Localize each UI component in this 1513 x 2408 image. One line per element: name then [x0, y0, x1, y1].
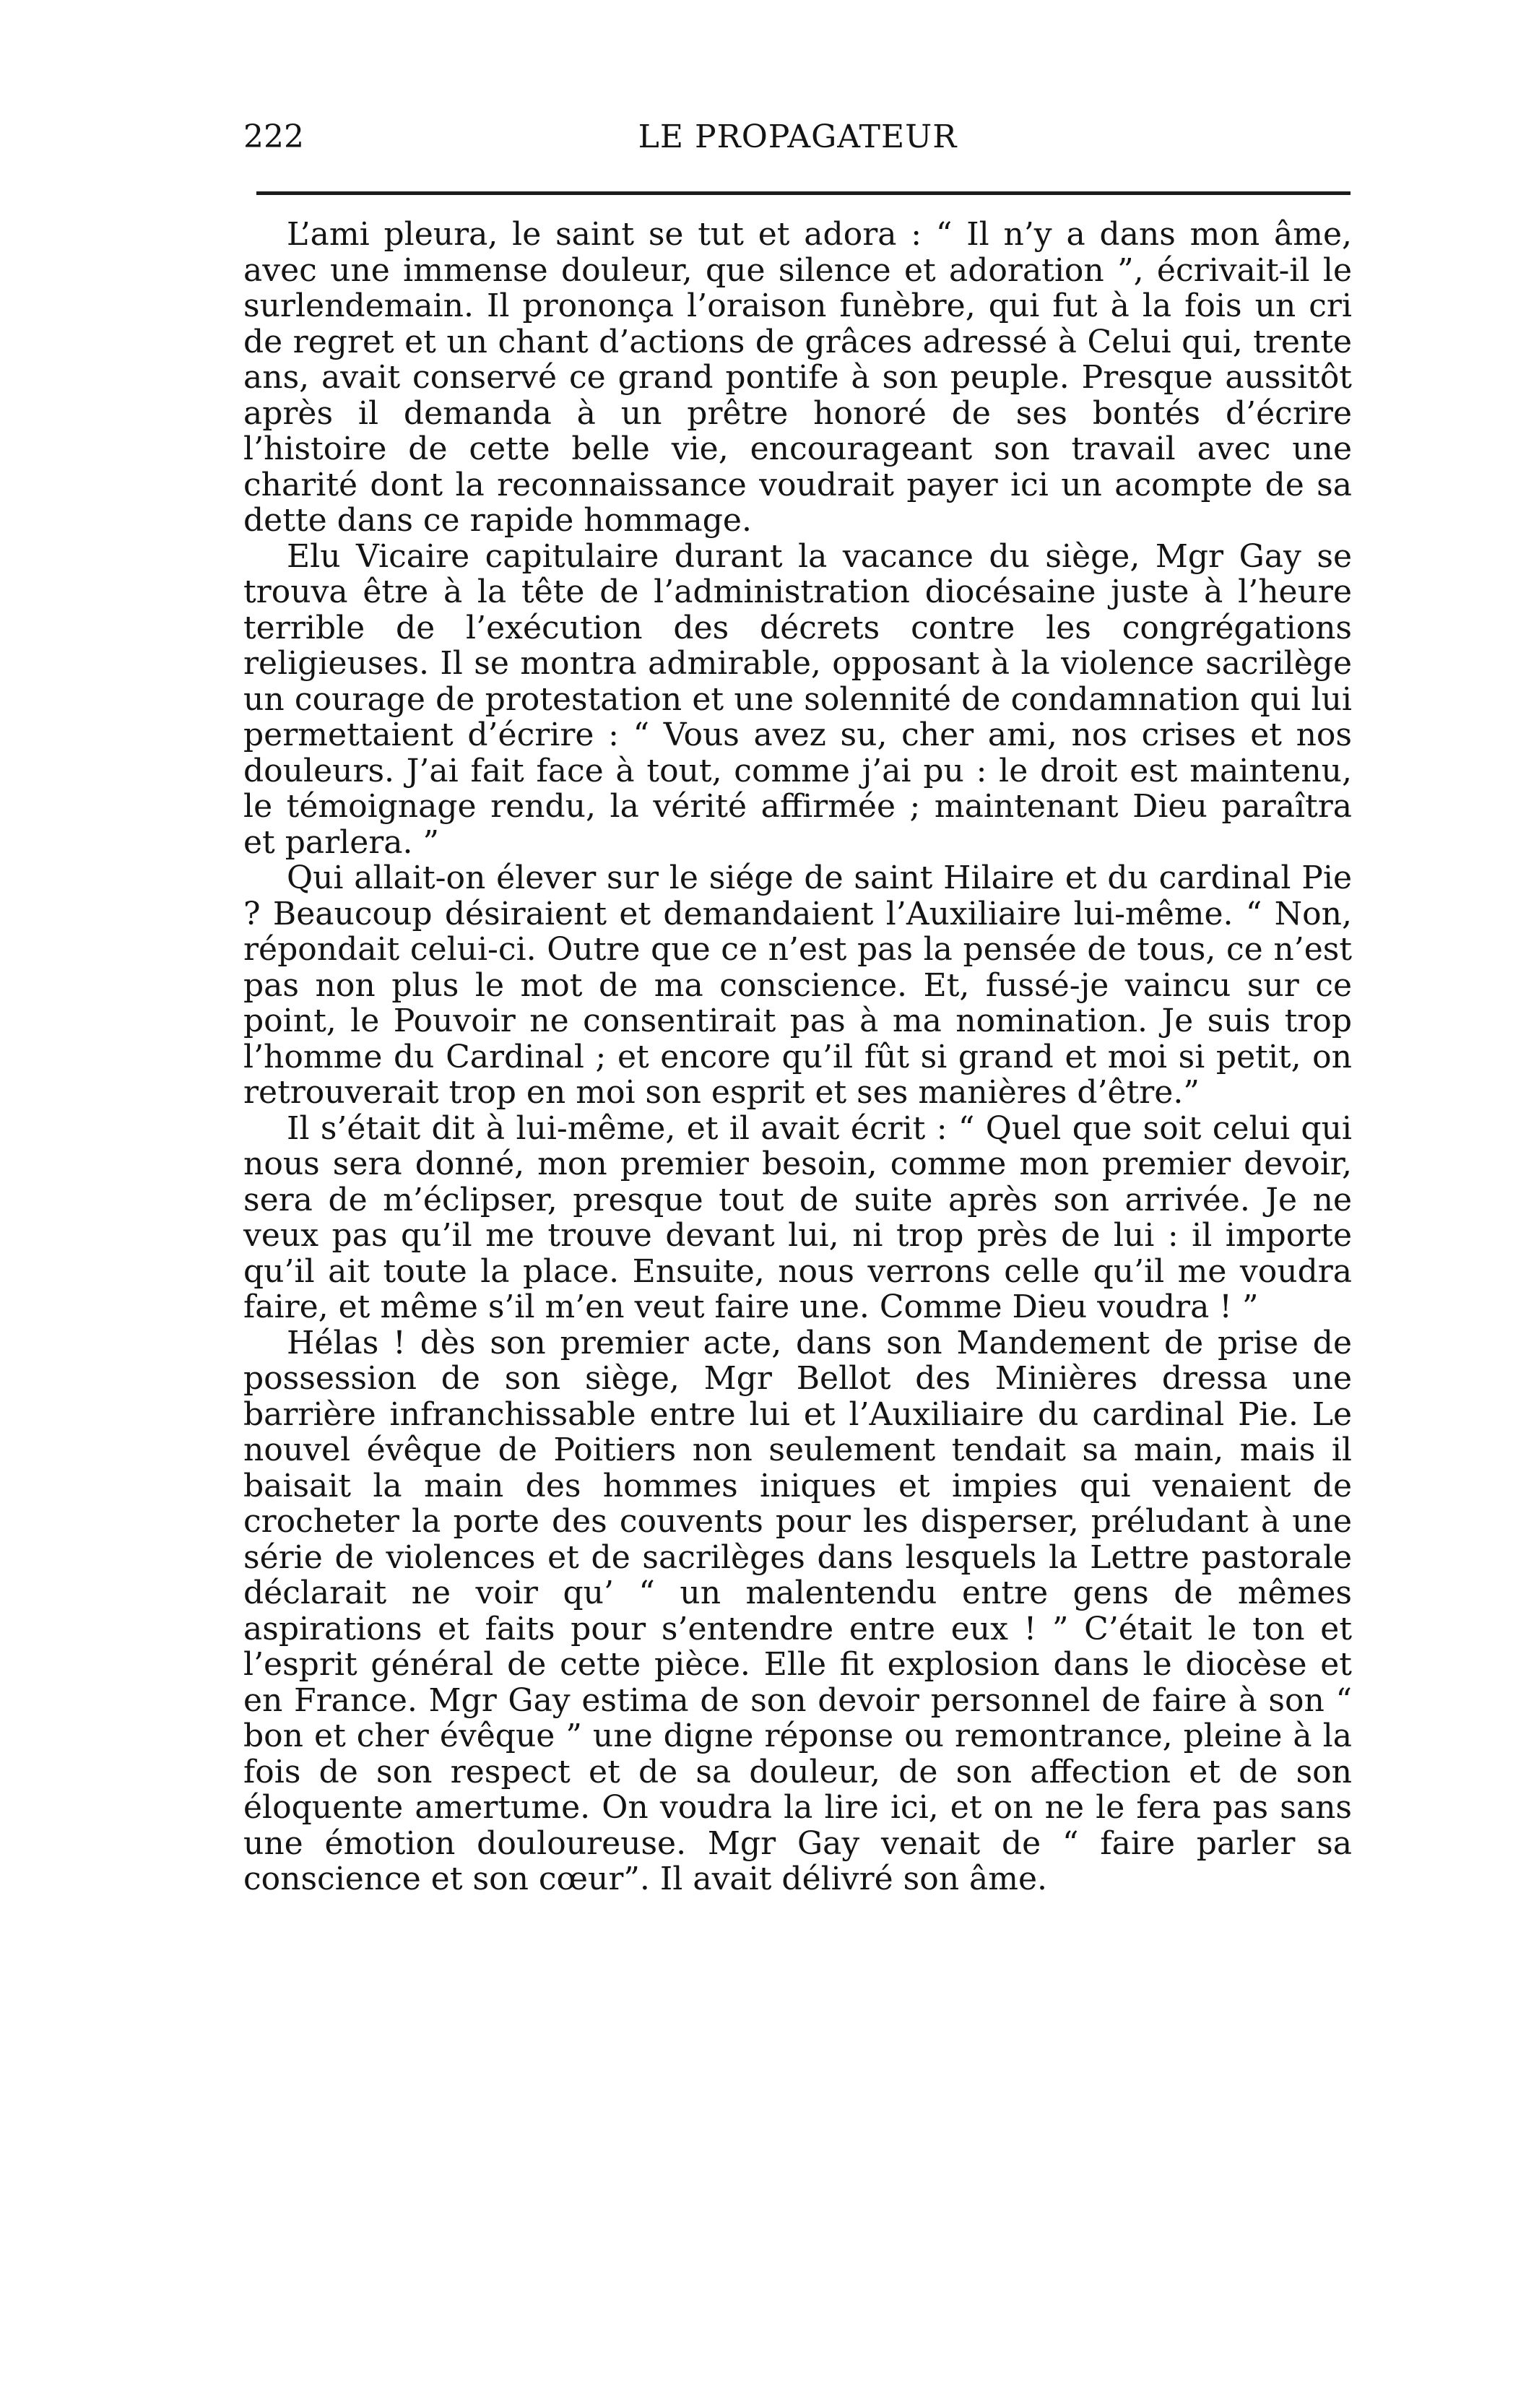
page-number: 222	[243, 118, 304, 155]
body-text	[243, 217, 1352, 1897]
header-rule	[256, 191, 1351, 195]
paragraph: Hélas ! dès son premier acte, dans son Mandement de prise de possession de son siège, Mgr Bellot des Minières dressa une barrière infranchissable entre lui et l’Auxiliaire du cardinal Pie. Le nouvel évêque de Poitiers non seulement tendait sa main, mais il baisait la main des hommes iniques et impies qui venaient de crocheter la porte des couvents pour les disperser, préludant à une série de violences et de sacrilèges dans lesquels la Lettre pastorale déclarait ne voir qu’ “ un malentendu entre gens de mêmes aspirations et faits pour s’entendre entre eux ! ” C’était le ton et l’esprit général de cette pièce. Elle fit explosion dans le diocèse et en France. Mgr Gay estima de son devoir personnel de faire à son “ bon et cher évêque ” une digne réponse ou remontrance, pleine à la fois de son respect et de sa douleur, de son affection et de son éloquente amertume. On voudra la lire ici, et on ne le fera pas sans une émotion douloureuse. Mgr Gay venait de “ faire parler sa conscience et son cœur”. Il avait délivré son âme.	[243, 1324, 1352, 1897]
running-title: LE PROPAGATEUR	[638, 118, 958, 155]
paragraph: L’ami pleura, le saint se tut et adora : “ Il n’y a dans mon âme, avec une immense douleur, que silence et adoration ”, écrivait-il le surlendemain. Il prononça l’oraison funèbre, qui fut à la fois un cri de regret et un chant d’actions de grâces adressé à Celui qui, trente ans, avait conservé ce grand pontife à son peuple. Presque aussitôt après il demanda à un prêtre honoré de ses bontés d’écrire l’histoire de cette belle vie, encourageant son travail avec une charité dont la reconnaissance voudrait payer ici un acompte de sa dette dans ce rapide hommage.	[243, 216, 1352, 539]
paragraph: Qui allait-on élever sur le siége de saint Hilaire et du cardinal Pie ? Beaucoup désiraient et demandaient l’Auxiliaire lui-même. “ Non, répondait celui-ci. Outre que ce n’est pas la pensée de tous, ce n’est pas non plus le mot de ma conscience. Et, fussé-je vaincu sur ce point, le Pouvoir ne consentirait pas à ma nomination. Je suis trop l’homme du Cardinal ; et encore qu’il fût si grand et moi si petit, on retrouverait trop en moi son esprit et ses manières d’être.”	[243, 859, 1352, 1111]
page-header	[243, 116, 1352, 166]
paragraph: Elu Vicaire capitulaire durant la vacance du siège, Mgr Gay se trouva être à la tête de l’administration diocésaine juste à l’heure terrible de l’exécution des décrets contre les congrégations religieuses. Il se montra admirable, opposant à la violence sacrilège un courage de protestation et une solennité de condamnation qui lui permettaient d’écrire : “ Vous avez su, cher ami, nos crises et nos douleurs. J’ai fait face à tout, comme j’ai pu : le droit est maintenu, le témoignage rendu, la vérité affirmée ; maintenant Dieu paraîtra et parlera. ”	[243, 537, 1352, 861]
paragraph: Il s’était dit à lui-même, et il avait écrit : “ Quel que soit celui qui nous sera donné, mon premier besoin, comme mon premier devoir, sera de m’éclipser, presque tout de suite après son arrivée. Je ne veux pas qu’il me trouve devant lui, ni trop près de lui : il importe qu’il ait toute la place. Ensuite, nous verrons celle qu’il me voudra faire, et même s’il m’en veut faire une. Comme Dieu voudra ! ”	[243, 1109, 1352, 1325]
